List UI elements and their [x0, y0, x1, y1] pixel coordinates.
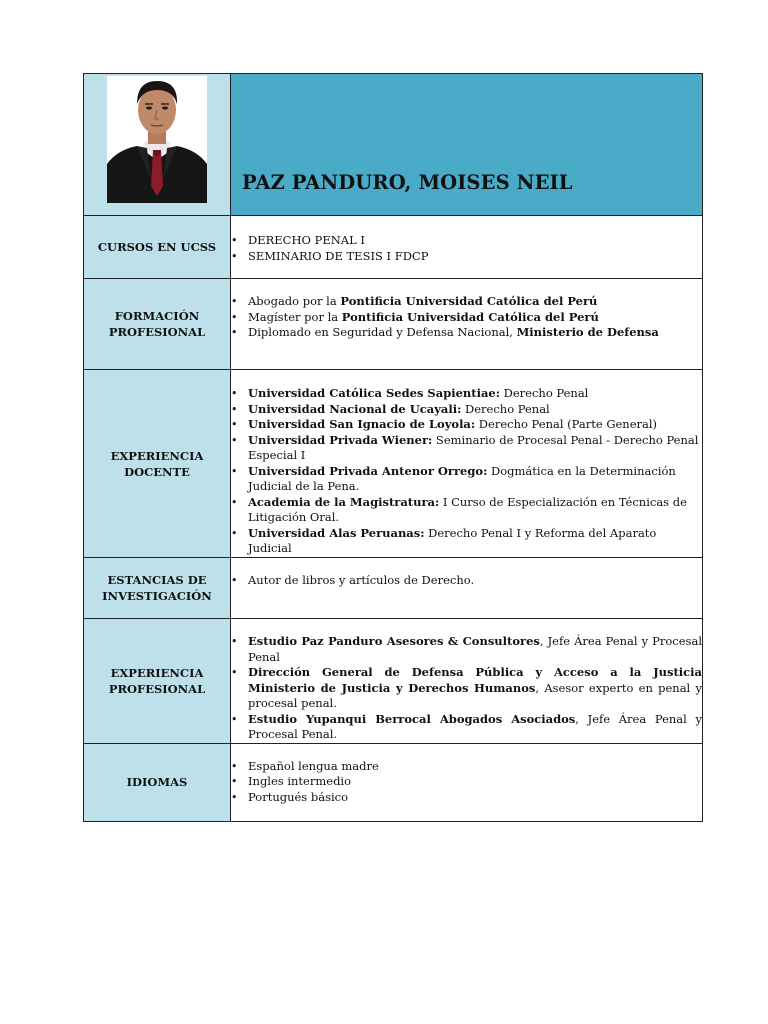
list-item: • DERECHO PENAL I — [248, 233, 702, 249]
row-profesional — [84, 619, 703, 744]
list-item: • Universidad Católica Sedes Sapientiae: Derecho Penal — [248, 386, 702, 402]
list-item: • Español lengua madre — [248, 759, 702, 775]
row-estancias — [84, 558, 703, 619]
cv-table — [83, 73, 703, 822]
list-item: • Autor de libros y artículos de Derecho. — [248, 573, 702, 589]
content-cursos — [231, 216, 703, 279]
list-item: • SEMINARIO DE TESIS I FDCP — [248, 249, 702, 265]
row-docente — [84, 370, 703, 558]
content-formacion — [231, 279, 703, 370]
content-estancias — [231, 558, 703, 619]
label-formacion: FORMACIÓN PROFESIONAL — [84, 279, 231, 370]
label-idiomas: IDIOMAS — [84, 743, 231, 821]
label-profesional: EXPERIENCIA PROFESIONAL — [84, 619, 231, 744]
row-formacion — [84, 279, 703, 370]
label-cursos: CURSOS EN UCSS — [84, 216, 231, 279]
list-item: • Magíster por la Pontificia Universidad Católica del Perú — [248, 310, 702, 326]
list-item: • Universidad Privada Wiener: Seminario de Procesal Penal - Derecho Penal Especial I — [248, 433, 702, 464]
list-item: • Estudio Yupanqui Berrocal Abogados Asociados, Jefe Área Penal y Procesal Penal. — [248, 712, 702, 743]
list-item: • Abogado por la Pontificia Universidad Católica del Perú — [248, 294, 702, 310]
list-item: • Portugués básico — [248, 790, 702, 806]
name-cell — [231, 74, 703, 216]
row-idiomas — [84, 743, 703, 821]
list-item: • Universidad San Ignacio de Loyola: Derecho Penal (Parte General) — [248, 417, 702, 433]
photo-cell — [84, 74, 231, 216]
profile-photo — [107, 76, 207, 203]
content-docente — [231, 370, 703, 558]
list-item: • Academia de la Magistratura: I Curso de Especialización en Técnicas de Litigación Oral. — [248, 495, 702, 526]
row-cursos — [84, 216, 703, 279]
label-estancias: ESTANCIAS DE INVESTIGACIÓN — [84, 558, 231, 619]
list-item: • Universidad Nacional de Ucayali: Derecho Penal — [248, 402, 702, 418]
label-docente: EXPERIENCIA DOCENTE — [84, 370, 231, 558]
list-item: • Diplomado en Seguridad y Defensa Nacional, Ministerio de Defensa — [248, 325, 702, 341]
content-idiomas — [231, 743, 703, 821]
person-name: PAZ PANDURO, MOISES NEIL — [242, 171, 573, 194]
header-row — [84, 74, 703, 216]
list-item: • Universidad Alas Peruanas: Derecho Penal I y Reforma del Aparato Judicial — [248, 526, 702, 557]
list-item: • Universidad Privada Antenor Orrego: Dogmática en la Determinación Judicial de la Pena. — [248, 464, 702, 495]
list-item: • Estudio Paz Panduro Asesores & Consultores, Jefe Área Penal y Procesal Penal — [248, 634, 702, 665]
list-item: • Ingles intermedio — [248, 774, 702, 790]
list-item: • Dirección General de Defensa Pública y Acceso a la Justicia Ministerio de Justicia y Derechos Humanos, Asesor experto en penal y procesal penal. — [248, 665, 702, 712]
content-profesional — [231, 619, 703, 744]
